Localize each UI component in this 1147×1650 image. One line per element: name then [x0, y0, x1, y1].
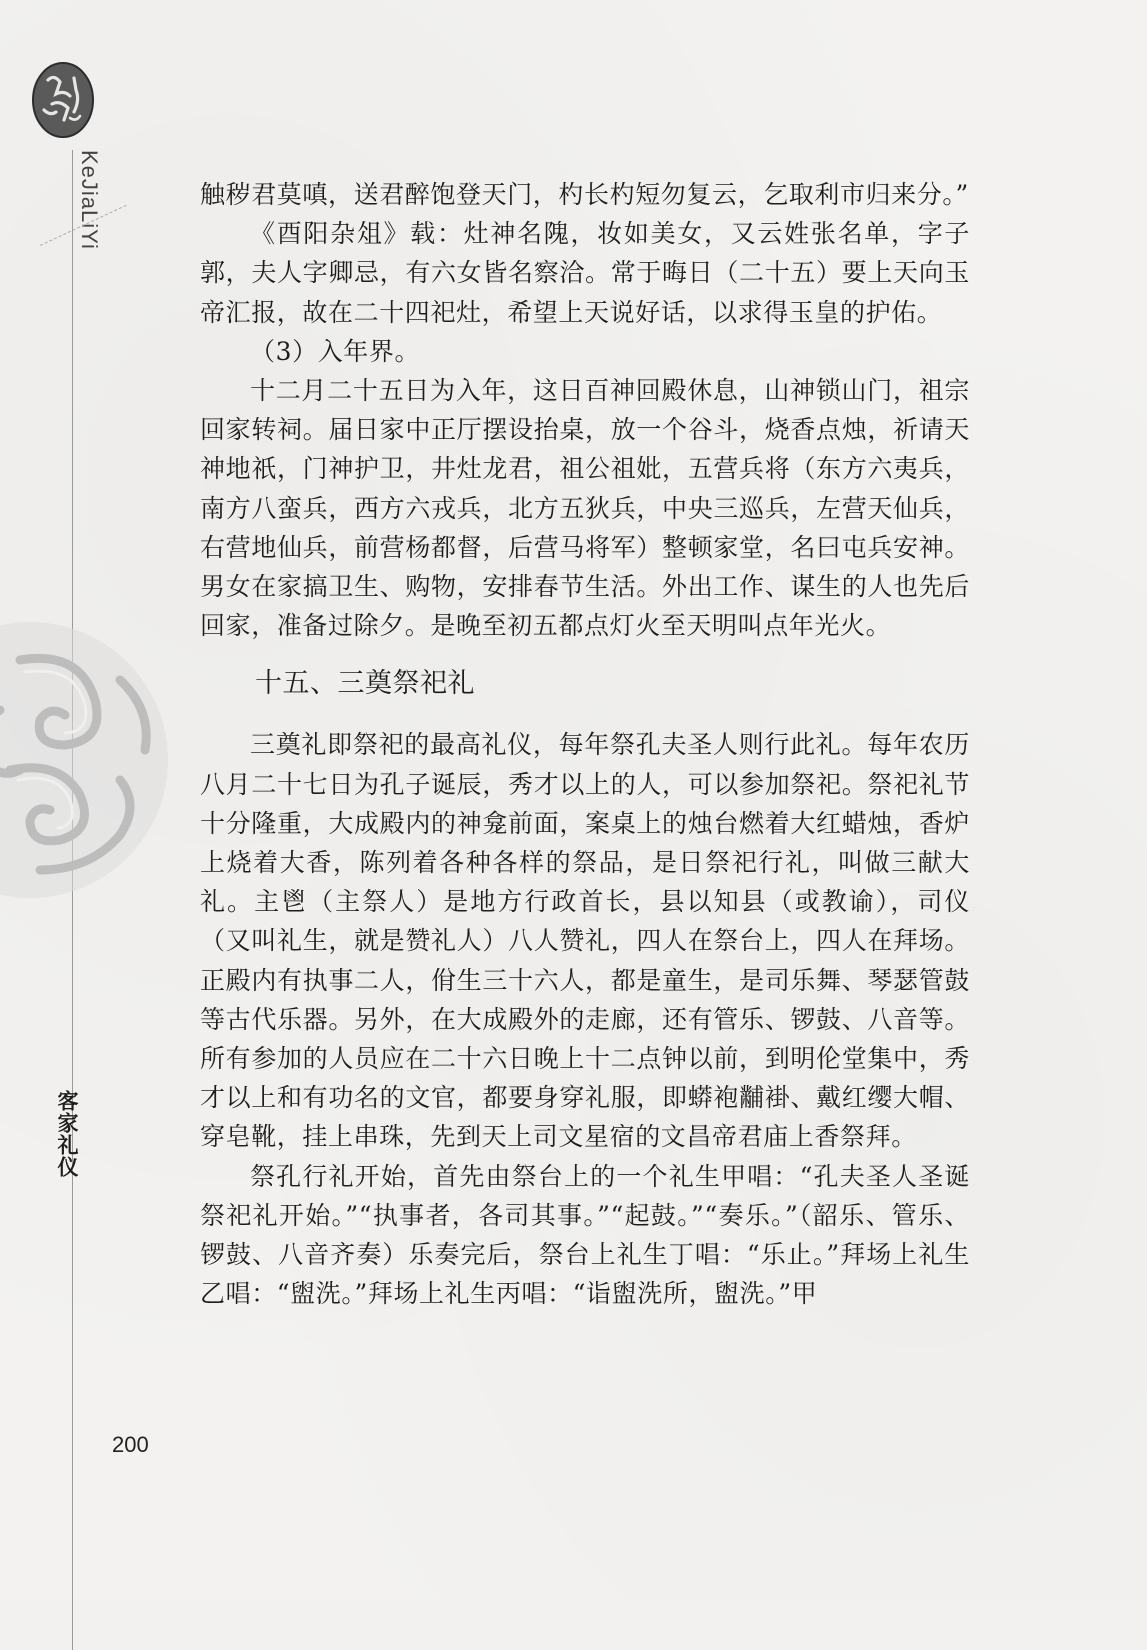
seal-logo [30, 60, 96, 140]
paragraph: 触秽君莫嗔，送君醉饱登天门，杓长杓短勿复云，乞取利市归来分。” [200, 180, 969, 209]
page-number: 200 [112, 1432, 149, 1457]
margin-rule [72, 150, 73, 1650]
paragraph: 三奠礼即祭祀的最高礼仪，每年祭孔夫圣人则行此礼。每年农历八月二十七日为孔子诞辰，秀才以上的人，可以参加祭祀。祭祀礼节十分隆重，大成殿内的神龛前面，案桌上的烛台燃着大红蜡烛，香炉上烧着大香，陈列着各种各样的祭品，是日祭祀行礼，叫做三献大礼。主鬯（主祭人）是地方行政首长，县以知县（或教谕），司仪（又叫礼生，就是赞礼人）八人赞礼，四人在祭台上，四人在拜场。正殿内有执事二人，佾生三十六人，都是童生，是司乐舞、琴瑟管鼓等古代乐器。另外，在大成殿外的走廊，还有管乐、锣鼓、八音等。所有参加的人员应在二十六日晚上十二点钟以前，到明伦堂集中，秀才以上和有功名的文官，都要身穿礼服，即蟒袍黼褂、戴红缨大帽、穿皂靴，挂上串珠，先到天上司文星宿的文昌帝君庙上香祭拜。 [200, 730, 970, 1152]
cloud-ornament [0, 620, 170, 900]
paragraph: 《酉阳杂俎》载：灶神名隗，妆如美女，又云姓张名单，字子郭，夫人字卿忌，有六女皆名察洽。常于晦日（二十五）要上天向玉帝汇报，故在二十四祀灶，希望上天说好话，以求得玉皇的护佑。 [200, 219, 970, 327]
paragraph: （3）入年界。 [250, 336, 421, 366]
main-text [200, 175, 970, 1313]
section-heading: 十五、三奠祭祀礼 [255, 668, 475, 700]
chapter-title: 客家礼仪 [55, 1090, 79, 1178]
paragraph: 祭孔行礼开始，首先由祭台上的一个礼生甲唱：“孔夫圣人圣诞祭祀礼开始。”“执事者，各司其事。”“起鼓。”“奏乐。”（韶乐、管乐、锣鼓、八音齐奏）乐奏完后，祭台上礼生丁唱：“乐止。”拜场上礼生乙唱：“盥洗。”拜场上礼生丙唱：“诣盥洗所，盥洗。”甲 [200, 1161, 970, 1309]
paragraph: 十二月二十五日为入年，这日百神回殿休息，山神锁山门，祖宗回家转祠。届日家中正厅摆设抬桌，放一个谷斗，烧香点烛，祈请天神地祇，门神护卫，井灶龙君，祖公祖妣，五营兵将（东方六夷兵，南方八蛮兵，西方六戎兵，北方五狄兵，中央三巡兵，左营天仙兵，右营地仙兵，前营杨都督，后营马将军）整顿家堂，名曰屯兵安神。男女在家搞卫生、购物，安排春节生活。外出工作、谋生的人也先后回家，准备过除夕。是晚至初五都点灯火至天明叫点年光火。 [200, 376, 970, 641]
brand-text: KeJiaLiYi [77, 150, 102, 250]
